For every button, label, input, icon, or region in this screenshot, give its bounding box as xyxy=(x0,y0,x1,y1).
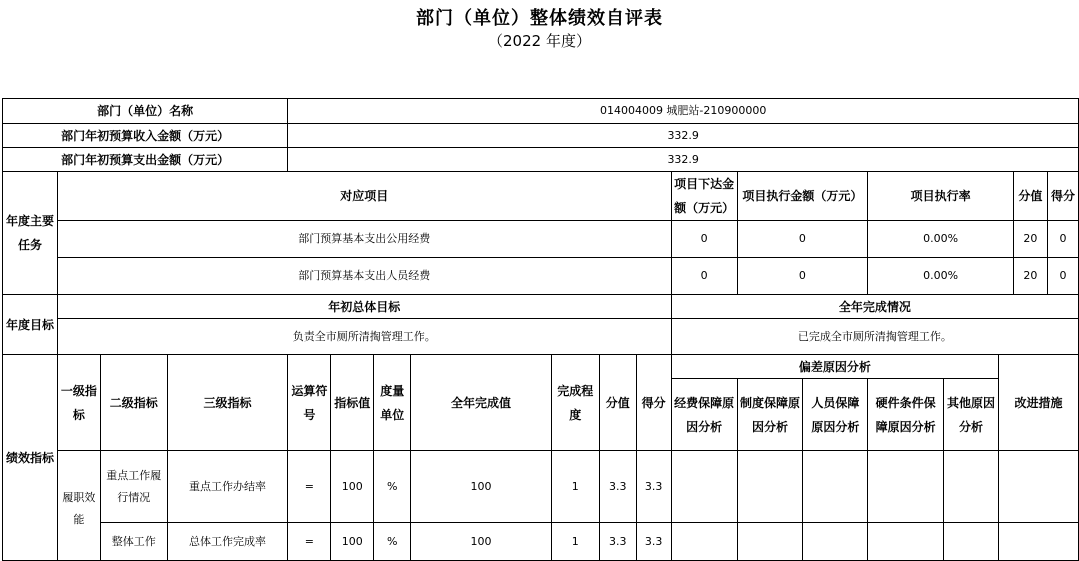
perf-header-dev-staff: 人员保障原因分析 xyxy=(803,379,868,451)
perf-dev-hardware xyxy=(868,451,944,523)
task-issued: 0 xyxy=(671,221,737,258)
income-value: 332.9 xyxy=(288,124,1079,148)
perf-header-dev-hardware: 硬件条件保障原因分析 xyxy=(868,379,944,451)
table-row xyxy=(3,523,1079,561)
perf-score: 3.3 xyxy=(599,451,636,523)
task-header-issued: 项目下达金额（万元） xyxy=(671,172,737,221)
perf-actual: 100 xyxy=(411,451,552,523)
perf-header-improve: 改进措施 xyxy=(999,355,1079,451)
perf-unit: % xyxy=(374,523,411,561)
perf-dev-funding xyxy=(671,523,737,561)
perf-target: 100 xyxy=(331,523,374,561)
perf-header-unit: 度量单位 xyxy=(374,355,411,451)
perf-header-op: 运算符号 xyxy=(288,355,331,451)
task-score: 20 xyxy=(1013,221,1047,258)
task-rate: 0.00% xyxy=(868,258,1014,295)
perf-got: 3.3 xyxy=(636,451,671,523)
goal-initial-text: 负责全市厕所清掏管理工作。 xyxy=(57,319,671,355)
perf-l2: 整体工作 xyxy=(100,523,167,561)
perf-section-label: 绩效指标 xyxy=(3,355,58,561)
task-section-label: 年度主要任务 xyxy=(3,172,58,295)
perf-header-dev-system: 制度保障原因分析 xyxy=(737,379,803,451)
table-row xyxy=(3,451,1079,523)
income-label: 部门年初预算收入金额（万元） xyxy=(3,124,288,148)
goal-header-row xyxy=(3,295,1079,319)
perf-l2: 重点工作履行情况 xyxy=(100,451,167,523)
perf-dev-system xyxy=(737,523,803,561)
dept-value: 014004009 城肥站-210900000 xyxy=(288,99,1079,124)
perf-header-score: 分值 xyxy=(599,355,636,451)
goal-completion-header: 全年完成情况 xyxy=(671,295,1078,319)
perf-dev-hardware xyxy=(868,523,944,561)
task-got: 0 xyxy=(1047,221,1078,258)
task-executed: 0 xyxy=(737,258,868,295)
goal-completion-text: 已完成全市厕所清掏管理工作。 xyxy=(671,319,1078,355)
perf-degree: 1 xyxy=(551,523,599,561)
perf-score: 3.3 xyxy=(599,523,636,561)
perf-header-degree: 完成程度 xyxy=(551,355,599,451)
perf-header-l3: 三级指标 xyxy=(167,355,288,451)
task-executed: 0 xyxy=(737,221,868,258)
perf-l3: 总体工作完成率 xyxy=(167,523,288,561)
evaluation-table xyxy=(2,98,1079,561)
perf-header-l2: 二级指标 xyxy=(100,355,167,451)
perf-header-deviation: 偏差原因分析 xyxy=(671,355,998,379)
goal-section-label: 年度目标 xyxy=(3,295,58,355)
expense-value: 332.9 xyxy=(288,148,1079,172)
dept-label: 部门（单位）名称 xyxy=(3,99,288,124)
dept-row xyxy=(3,99,1079,124)
perf-improve xyxy=(999,451,1079,523)
perf-header-row xyxy=(3,355,1079,379)
task-score: 20 xyxy=(1013,258,1047,295)
task-issued: 0 xyxy=(671,258,737,295)
perf-op: = xyxy=(288,451,331,523)
task-project: 部门预算基本支出公用经费 xyxy=(57,221,671,258)
perf-dev-funding xyxy=(671,451,737,523)
perf-improve xyxy=(999,523,1079,561)
perf-l3: 重点工作办结率 xyxy=(167,451,288,523)
perf-header-target: 指标值 xyxy=(331,355,374,451)
task-rate: 0.00% xyxy=(868,221,1014,258)
perf-header-actual: 全年完成值 xyxy=(411,355,552,451)
income-row xyxy=(3,124,1079,148)
perf-level1: 履职效能 xyxy=(57,451,100,561)
perf-header-dev-funding: 经费保障原因分析 xyxy=(671,379,737,451)
task-header-got: 得分 xyxy=(1047,172,1078,221)
table-row xyxy=(3,258,1079,295)
perf-unit: % xyxy=(374,451,411,523)
task-header-project: 对应项目 xyxy=(57,172,671,221)
task-header-executed: 项目执行金额（万元） xyxy=(737,172,868,221)
expense-row xyxy=(3,148,1079,172)
perf-actual: 100 xyxy=(411,523,552,561)
goal-initial-header: 年初总体目标 xyxy=(57,295,671,319)
perf-degree: 1 xyxy=(551,451,599,523)
perf-dev-other xyxy=(944,523,999,561)
perf-header-got: 得分 xyxy=(636,355,671,451)
perf-dev-staff xyxy=(803,451,868,523)
perf-op: = xyxy=(288,523,331,561)
task-header-score: 分值 xyxy=(1013,172,1047,221)
table-row xyxy=(3,221,1079,258)
perf-target: 100 xyxy=(331,451,374,523)
perf-header-dev-other: 其他原因分析 xyxy=(944,379,999,451)
page-subtitle: （2022 年度） xyxy=(488,32,591,50)
perf-dev-system xyxy=(737,451,803,523)
task-got: 0 xyxy=(1047,258,1078,295)
task-header-rate: 项目执行率 xyxy=(868,172,1014,221)
goal-text-row xyxy=(3,319,1079,355)
perf-got: 3.3 xyxy=(636,523,671,561)
expense-label: 部门年初预算支出金额（万元） xyxy=(3,148,288,172)
perf-dev-other xyxy=(944,451,999,523)
page-title: 部门（单位）整体绩效自评表 xyxy=(416,8,663,29)
perf-dev-staff xyxy=(803,523,868,561)
task-project: 部门预算基本支出人员经费 xyxy=(57,258,671,295)
perf-header-l1: 一级指标 xyxy=(57,355,100,451)
task-header-row xyxy=(3,172,1079,221)
